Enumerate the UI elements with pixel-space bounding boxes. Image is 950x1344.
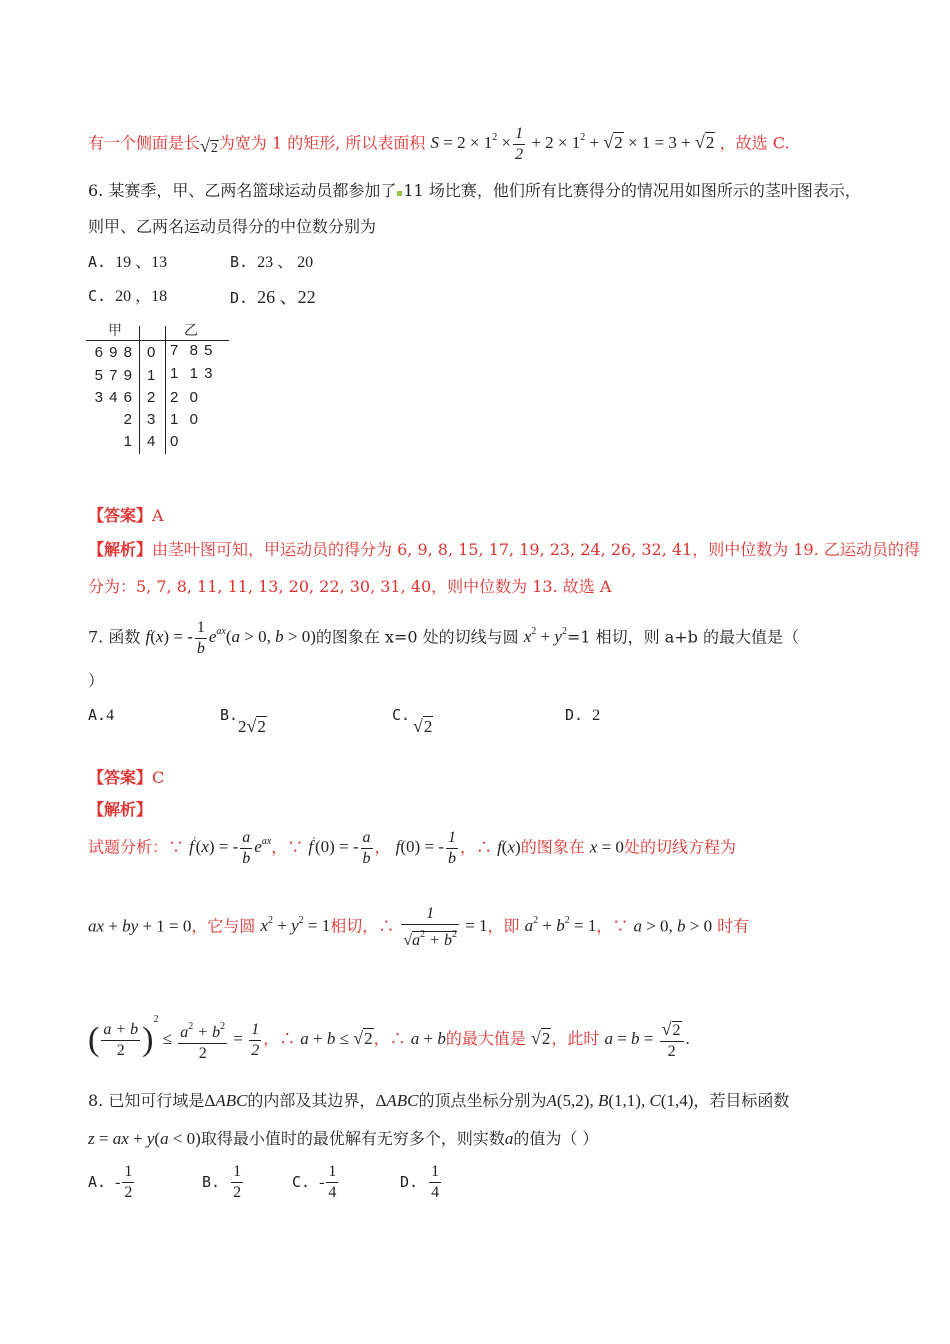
q7-analysis-line1: 试题分析：∵ f'(x) = - $\frac{a}{b}$ $e^{ax}$，∵ f'(0) = - $\frac{a}{b}$ ， f(0) = - $\frac{1}{b}$ ，∴ f(x)的图象在 x = 0处的切线方程为 [88, 829, 736, 867]
q7-text-a: 函数 [108, 627, 141, 647]
q6-number: 6. [88, 181, 104, 200]
q6-analysis-line2: 分为：5, 7, 8, 11, 11, 13, 20, 22, 30, 31, 40，则中位数为 13. 故选 A [88, 577, 612, 596]
q6-stem-line1 [88, 178, 861, 201]
left-divider [139, 326, 140, 454]
q6-analysis-line1 [88, 537, 920, 560]
q8-option-c[interactable]: C. - $\frac{1}{4}$ [292, 1163, 337, 1201]
q7-text-c: =1 相切，则 a+b 的最大值是（ [566, 627, 799, 647]
q7-option-d[interactable]: D. 2 [565, 706, 601, 724]
green-marker-icon [397, 191, 402, 196]
q6-option-d[interactable]: D. 26 、22 [230, 287, 316, 307]
inequality: ( $\frac{a + b}{2}$ )$^2$ ≤ $\frac{a^2 + b^2}{2}$ = $\frac{1}{2}$ [88, 1014, 260, 1062]
right-divider [165, 326, 166, 454]
header-yi: 乙 [184, 322, 198, 338]
q7-option-c[interactable]: C. [392, 706, 411, 724]
q5-text-a: 有一个侧面是长 [88, 133, 201, 153]
objective-function: z = ax + y(a < 0) [88, 1129, 201, 1148]
tangent-line: ax + by + 1 = 0 [88, 916, 192, 936]
row3-right: 1 0 [170, 411, 200, 428]
sqrt-2: √2 [200, 136, 218, 157]
positivity: a > 0, b > 0 [633, 916, 713, 936]
q5-text-b: 为宽为 1 的矩形, 所以表面积 [218, 133, 426, 153]
x-equals-zero: x = 0 [589, 837, 624, 857]
q7-analysis-line3: ( $\frac{a + b}{2}$ )$^2$ ≤ $\frac{a^2 + b^2}{2}$ = $\frac{1}{2}$ ，∴ a + b ≤ √2，∴ a + b的最大值是 √2，此时 a = b = $\frac{√2}{2}$ . [88, 1014, 690, 1062]
row2-left: 3 4 6 [94, 389, 133, 406]
row3-left: 2 [123, 411, 133, 428]
circle-eq-2: $x^2 + y^2 = 1$ [260, 915, 331, 936]
q8-option-a[interactable]: A. - $\frac{1}{2}$ [88, 1163, 133, 1201]
answer-tag: 【答案】 [88, 768, 153, 787]
q6-text-a: 某赛季，甲、乙两名篮球运动员都参加了 [108, 181, 397, 200]
q7-answer [88, 765, 164, 788]
q8-option-b[interactable]: B. $\frac{1}{2}$ [202, 1163, 242, 1201]
q6-option-b[interactable]: B. 23 、 20 [230, 253, 314, 271]
row4-left: 1 [123, 433, 133, 450]
derivative-expr: f'(x) = - $\frac{a}{b}$ $e^{ax}$ [189, 829, 272, 867]
max-value: √2 [530, 1028, 551, 1048]
q8-option-d[interactable]: D. $\frac{1}{4}$ [400, 1163, 440, 1201]
row2-right: 2 0 [170, 389, 200, 406]
derivative-at-zero: f'(0) = - $\frac{a}{b}$ [308, 829, 371, 867]
q5-conclusion-line [88, 124, 790, 165]
q7-stem [88, 618, 799, 659]
row0-right: 7 8 5 [170, 342, 214, 359]
row4-stem: 4 [147, 433, 157, 450]
row1-stem: 1 [147, 367, 157, 384]
variable-a: a [504, 1129, 514, 1148]
q7-analysis-line2: ax + by + 1 = 0，它与圆 $x^2 + y^2 = 1$相切，∴ $\frac{1}{√a^2 + b^2}$ = 1，即 $a^2 + b^2 = 1$，∵ a > 0, b > 0 时有 [88, 905, 750, 949]
q7-option-c-value: √2 [413, 716, 433, 736]
f-of-x: f(x) [497, 837, 521, 857]
q6-answer [88, 503, 164, 526]
q7-analysis-tag: 【解析】 [88, 800, 153, 819]
row2-stem: 2 [147, 389, 157, 406]
f-at-zero: f(0) = - $\frac{1}{b}$ [395, 829, 456, 867]
q7-option-b-value: 2√2 [238, 716, 266, 736]
q6-option-a[interactable]: A. 19 、13 [88, 253, 168, 271]
row3-stem: 3 [147, 411, 157, 428]
row4-right: 0 [170, 433, 180, 450]
analysis-tag: 【解析】 [88, 540, 153, 559]
q6-text-b: 11 场比赛，他们所有比赛得分的情况用如图所示的茎叶图表示， [403, 181, 861, 200]
a-plus-b: a + b [410, 1029, 446, 1048]
equality-case: a = b = $\frac{√2}{2}$ . [604, 1018, 690, 1060]
distance-eq: $\frac{1}{√a^2 + b^2}$ = 1 [403, 905, 488, 949]
triangle-abc-2: ΔABC [375, 1091, 419, 1110]
answer-value: A [152, 506, 164, 525]
header-jia: 甲 [108, 322, 122, 338]
answer-tag: 【答案】 [88, 506, 153, 525]
q8-stem-line1: 8. 已知可行域是ΔABC的内部及其边界，ΔABC的顶点坐标分别为A(5,2), B(1,1), C(1,4)，若目标函数 [88, 1091, 790, 1110]
ab-bound: a + b ≤ √2 [300, 1028, 373, 1048]
q8-number: 8. [88, 1091, 104, 1110]
q7-number: 7. [88, 627, 104, 647]
circle-equation: $x^2 + y^2$ [523, 626, 567, 647]
surface-area-formula: $S = 2 \times 1^2$ × $\frac{1}{2}$ + $2 \times 1^2 + √2 \times 1 = 3 + √2$ [430, 125, 715, 163]
sum-squares: $a^2 + b^2 = 1$ [524, 915, 597, 936]
row1-right: 1 1 3 [170, 365, 214, 382]
q6-stem-line2: 则甲、乙两名运动员得分的中位数分别为 [88, 217, 377, 236]
row0-stem: 0 [147, 344, 157, 361]
triangle-abc: ΔABC [204, 1091, 248, 1110]
analysis-text-1: 由茎叶图可知，甲运动员的得分为 6, 9, 8, 15, 17, 19, 23, 24, 26, 32, 41，则中位数为 19. 乙运动员的得 [152, 540, 920, 559]
q7-option-a[interactable]: A.4 [88, 706, 115, 724]
row1-left: 5 7 9 [94, 367, 133, 384]
q5-text-c: ，故选 C. [719, 133, 790, 153]
vertex-coords: A(5,2), B(1,1), C(1,4) [546, 1091, 694, 1110]
q6-option-c[interactable]: C. 20 ，18 [88, 287, 168, 305]
q7-paren-close: ） [88, 671, 105, 690]
function-f: f(x) = - $\frac{1}{b}$ $e^{ax}(a > 0$, b > 0) [145, 619, 316, 657]
answer-value: C [152, 768, 165, 787]
stem-leaf-plot [86, 318, 236, 448]
q8-stem-line2: z = ax + y(a < 0)取得最小值时的最优解有无穷多个，则实数a的值为（ ） [88, 1129, 599, 1148]
q7-text-b: 的图象在 x=0 处的切线与圆 [315, 627, 519, 647]
row0-left: 6 9 8 [94, 344, 133, 361]
header-divider [86, 340, 229, 341]
q7-option-b[interactable]: B. [220, 706, 239, 724]
